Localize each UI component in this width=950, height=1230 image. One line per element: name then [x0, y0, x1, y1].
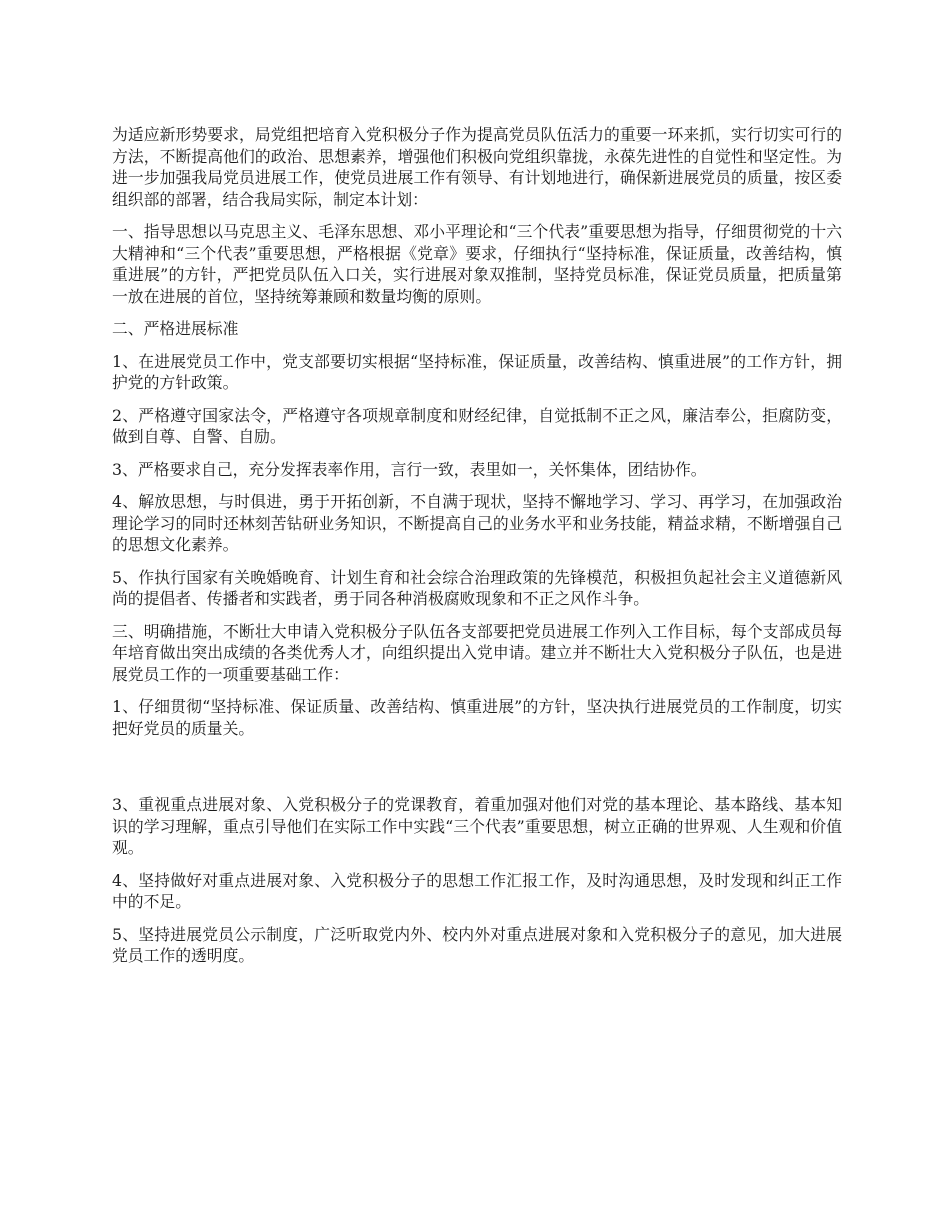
blank-gap [112, 750, 842, 794]
document-page [112, 124, 842, 978]
measures-paragraph: 三、明确措施，不断壮大申请入党积极分子队伍各支部要把党员进展工作列入工作目标，每个支部成员每年培育做出突出成绩的各类优秀人才，向组织提出入党申请。建立并不断壮大入党积极分子队伍，也是进展党员工作的一项重要基础工作： [112, 621, 842, 684]
section-heading: 二、严格进展标准 [112, 319, 239, 338]
measure-item-4: 4、坚持做好对重点进展对象、入党积极分子的思想工作汇报工作，及时沟通思想，及时发现和纠正工作中的不足。 [112, 870, 842, 911]
intro-paragraph: 为适应新形势要求，局党组把培育入党积极分子作为提高党员队伍活力的重要一环来抓，实行切实可行的方法，不断提高他们的政治、思想素养，增强他们积极向党组织靠拢，永葆先进性的自觉性和坚定性。为进一步加强我局党员进展工作，使党员进展工作有领导、有计划地进行，确保新进展党员的质量，按区委组织部的部署，结合我局实际，制定本计划： [112, 125, 842, 209]
measure-item-1: 1、仔细贯彻“坚持标准、保证质量、改善结构、慎重进展”的方针，坚决执行进展党员的工作制度，切实把好党员的质量关。 [112, 697, 842, 738]
standard-item-4: 4、解放思想，与时俱进，勇于开拓创新，不自满于现状，坚持不懈地学习、学习、再学习，在加强政治理论学习的同时还林刻苦钻研业务知识，不断提高自己的业务水平和业务技能，精益求精，不断增强自己的思想文化素养。 [112, 492, 842, 554]
measure-item-5: 5、坚持进展党员公示制度，广泛听取党内外、校内外对重点进展对象和入党积极分子的意见，加大进展党员工作的透明度。 [112, 924, 842, 965]
standard-item-1: 1、在进展党员工作中，党支部要切实根据“坚持标准，保证质量，改善结构、慎重进展”的工作方针，拥护党的方针政策。 [112, 351, 842, 392]
standard-item-5: 5、作执行国家有关晚婚晚育、计划生育和社会综合治理政策的先锋模范，积极担负起社会主义道德新风尚的提倡者、传播者和实践者，勇于同各种消极腐败现象和不正之风作斗争。 [112, 567, 842, 608]
standard-item-3: 3、严格要求自己，充分发挥表率作用，言行一致，表里如一，关怀集体，团结协作。 [112, 459, 707, 479]
standard-item-2: 2、严格遵守国家法令，严格遵守各项规章制度和财经纪律，自觉抵制不正之风，廉洁奉公，拒腐防变，做到自尊、自警、自励。 [112, 405, 842, 446]
guiding-ideology-paragraph: 一、指导思想以马克思主义、毛泽东思想、邓小平理论和“三个代表”重要思想为指导，仔细贯彻党的十六大精神和“三个代表”重要思想，严格根据《党章》要求，仔细执行“坚持标准，保证质量，改善结构，慎重进展”的方针，严把党员队伍入口关，实行进展对象双推制，坚持党员标准，保证党员质量，把质量第一放在进展的首位，坚持统筹兼顾和数量均衡的原则。 [112, 222, 842, 306]
measure-item-3: 3、重视重点进展对象、入党积极分子的党课教育，着重加强对他们对党的基本理论、基本路线、基本知识的学习理解，重点引导他们在实际工作中实践“三个代表”重要思想，树立正确的世界观、人生观和价值观。 [112, 795, 842, 857]
